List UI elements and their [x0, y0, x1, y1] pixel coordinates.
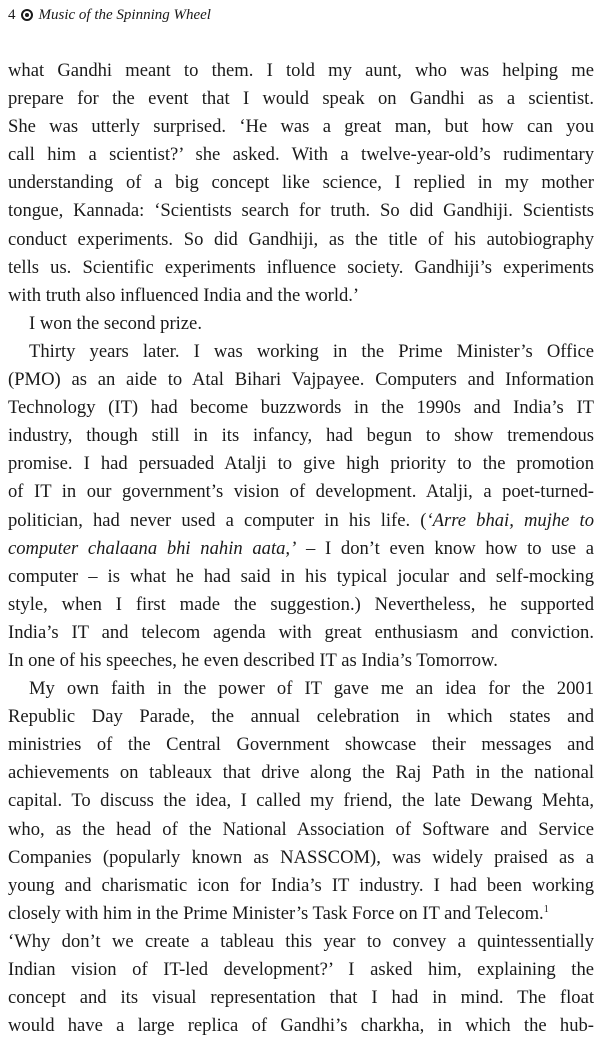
text-line: Republic Day Parade, the annual celebration in which states and — [8, 706, 594, 728]
text-line: tongue, Kannada: ‘Scientists search for truth. So did Gandhiji. Scientists — [8, 200, 594, 222]
text-line: ‘Why don’t we create a tableau this year to convey a quintessentially — [8, 930, 594, 952]
text-line: Companies (popularly known as NASSCOM), was widely praised as a — [8, 846, 594, 868]
text-line — [8, 900, 594, 928]
text-line: concept and its visual representation that I had in mind. The float — [8, 987, 594, 1009]
circled-dot-icon — [21, 9, 33, 21]
text-line — [8, 535, 594, 563]
text-line: She was utterly surprised. ‘He was a great man, but how can you — [8, 116, 594, 138]
text-line: prepare for the event that I would speak on Gandhi as a scientist. — [8, 88, 594, 110]
text-run: closely with him in the Prime Minister’s Task Force on IT and Telecom. — [8, 902, 544, 924]
text-line: India’s IT and telecom agenda with great enthusiasm and conviction. — [8, 621, 594, 643]
text-line: of IT in our government’s vision of development. Atalji, a poet-turned- — [8, 481, 594, 503]
footnote-marker[interactable]: 1 — [543, 903, 549, 915]
text-line: with truth also influenced India and the world.’ — [8, 284, 360, 306]
text-line: call him a scientist?’ she asked. With a twelve-year-old’s rudimentary — [8, 144, 594, 166]
text-line: industry, though still in its infancy, had begun to show tremendous — [8, 425, 594, 447]
text-line: what Gandhi meant to them. I told my aunt, who was helping me — [8, 60, 594, 81]
text-run: politician, had never used a computer in his life. ( — [8, 509, 427, 531]
text-line: In one of his speeches, he even described IT as India’s Tomorrow. — [8, 649, 498, 671]
italic-phrase: ‘Arre bhai, mujhe to — [426, 509, 594, 531]
text-line: I won the second prize. — [29, 312, 202, 334]
text-line: conduct experiments. So did Gandhiji, as the title of his autobiography — [8, 228, 594, 250]
text-line: Thirty years later. I was working in the Prime Minister’s Office — [29, 340, 594, 362]
text-line: would have a large replica of Gandhi’s charkha, in which the hub- — [8, 1015, 594, 1037]
text-line: ministries of the Central Government showcase their messages and — [8, 734, 594, 756]
text-line — [8, 507, 594, 535]
text-line: understanding of a big concept like science, I replied in my mother — [8, 172, 594, 194]
text-line: Technology (IT) had become buzzwords in the 1990s and India’s IT — [8, 397, 594, 419]
book-title: Music of the Spinning Wheel — [38, 6, 211, 23]
text-line: style, when I first made the suggestion.) Nevertheless, he supported — [8, 593, 594, 615]
text-line: My own faith in the power of IT gave me an idea for the 2001 — [29, 678, 594, 700]
text-run: – I don’t even know how to use a — [296, 537, 594, 559]
text-line: achievements on tableaux that drive along the Raj Path in the national — [8, 762, 594, 784]
text-line: young and charismatic icon for India’s IT industry. I had been working — [8, 874, 594, 896]
text-line: Indian vision of IT-led development?’ I asked him, explaining the — [8, 959, 594, 980]
text-line: who, as the head of the National Association of Software and Service — [8, 818, 594, 840]
text-line: tells us. Scientific experiments influence society. Gandhiji’s experiments — [8, 256, 594, 278]
text-line: computer – is what he had said in his typical jocular and self-mocking — [8, 565, 594, 587]
page-number: 4 — [8, 6, 16, 23]
body-text — [8, 57, 594, 1040]
text-line: promise. I had persuaded Atalji to give high priority to the promotion — [8, 453, 594, 475]
text-line: capital. To discuss the idea, I called my friend, the late Dewang Mehta, — [8, 790, 594, 812]
text-line: (PMO) as an aide to Atal Bihari Vajpayee. Computers and Information — [8, 369, 594, 391]
italic-phrase: computer chalaana bhi nahin aata,’ — [8, 537, 297, 559]
running-head — [8, 5, 211, 25]
